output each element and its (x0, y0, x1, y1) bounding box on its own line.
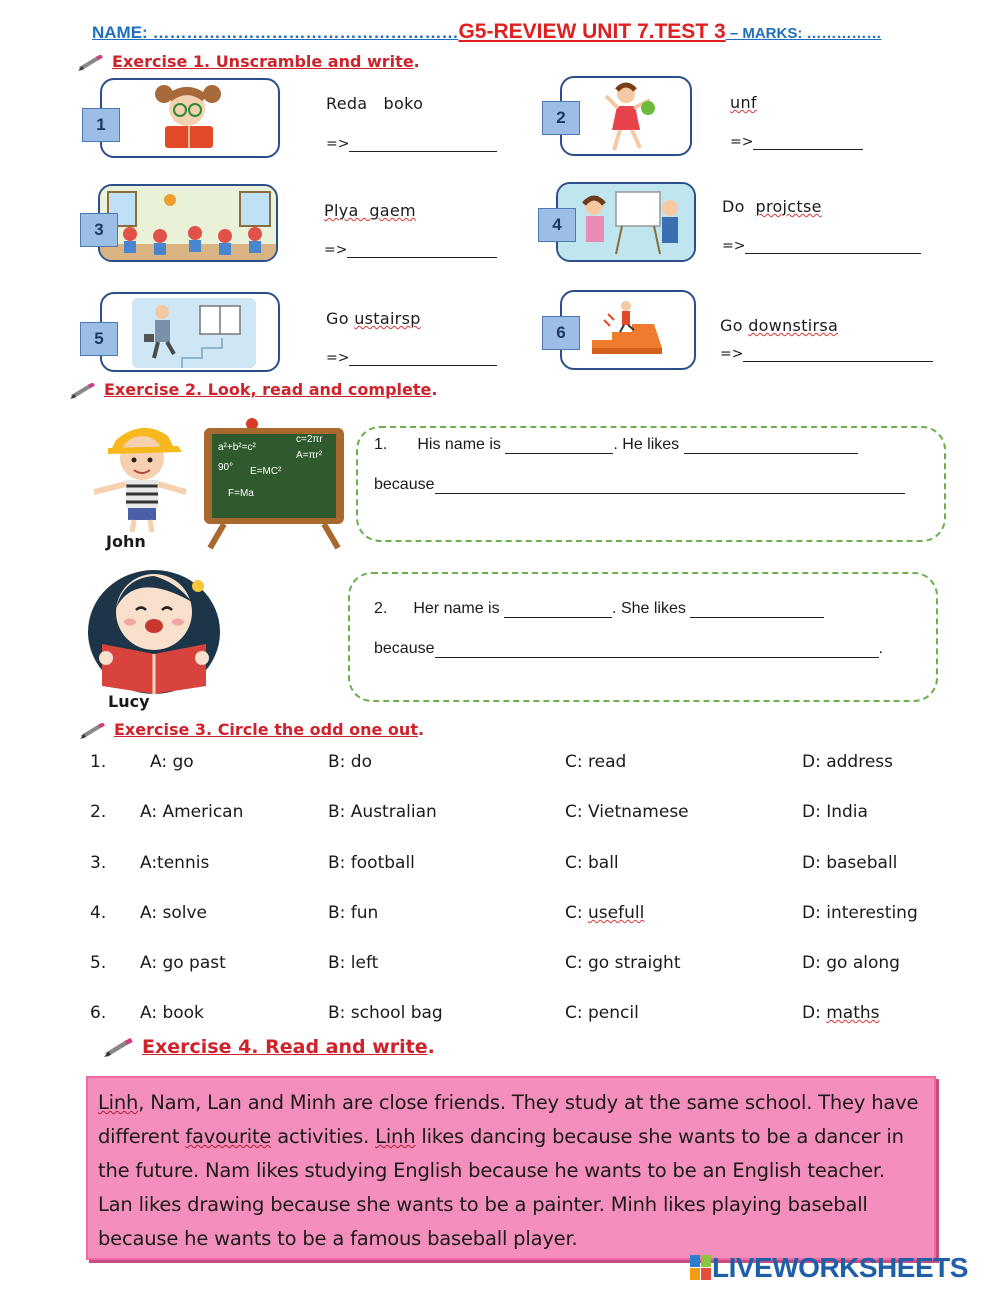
john-illustration (86, 418, 198, 536)
picture-card-4 (556, 182, 696, 262)
answer-line-2[interactable]: => (730, 134, 863, 150)
blank-name-2[interactable] (504, 604, 612, 618)
scrambled-word-3: Plya gaem (324, 201, 416, 220)
blank-name-1[interactable] (505, 440, 613, 454)
question-1-line-2: because (374, 476, 905, 494)
scrambled-word-6: Go downstirsa (720, 316, 839, 335)
option-c[interactable]: C: usefull (565, 903, 645, 923)
person-going-downstairs-illustration (562, 292, 696, 370)
scrambled-word-4: Do projctse (722, 197, 822, 216)
exercise-1-title: Exercise 1. Unscramble and write. (78, 52, 420, 71)
option-a[interactable]: A:tennis (140, 853, 210, 873)
option-d[interactable]: D: interesting (802, 903, 918, 923)
board-formula: A=πr² (296, 450, 323, 461)
answer-line-5[interactable]: => (326, 350, 497, 366)
item-number-6: 6 (542, 316, 580, 350)
liveworksheets-brand: LIVEWORKSHEETS (712, 1252, 968, 1283)
name-label: NAME: ……………………………………………… (92, 23, 459, 42)
option-c[interactable]: C: pencil (565, 1003, 639, 1023)
question-2-line-2: because . (374, 640, 883, 657)
blank-because-2[interactable] (435, 644, 879, 658)
option-b[interactable]: B: left (328, 953, 379, 973)
pencil-icon (104, 1038, 134, 1058)
odd-one-row-6-number: 6. (90, 1003, 107, 1023)
board-formula: 90° (218, 462, 234, 473)
odd-one-row-5-number: 5. (90, 953, 107, 973)
option-a[interactable]: A: go past (140, 953, 226, 973)
blank-likes-1[interactable] (684, 440, 858, 454)
children-playing-game-illustration (100, 186, 278, 262)
liveworksheets-logo (690, 1252, 968, 1284)
item-number-3: 3 (80, 213, 118, 247)
option-a[interactable]: A: American (140, 802, 244, 822)
option-d[interactable]: D: maths (802, 1003, 880, 1023)
girl-jumping-illustration (562, 78, 692, 156)
option-c[interactable]: C: ball (565, 853, 619, 873)
item-number-1: 1 (82, 108, 120, 142)
odd-one-row-4-number: 4. (90, 903, 107, 923)
board-formula: E=MC² (250, 466, 282, 477)
option-b[interactable]: B: do (328, 752, 372, 772)
picture-card-5 (100, 292, 280, 372)
option-c[interactable]: C: read (565, 752, 627, 772)
exercise-3-title: Exercise 3. Circle the odd one out. (80, 720, 424, 739)
option-b[interactable]: B: Australian (328, 802, 437, 822)
worksheet-header (92, 20, 952, 44)
john-label: John (106, 532, 146, 551)
option-d[interactable]: D: India (802, 802, 868, 822)
reading-text: Linh, Nam, Lan and Minh are close friends. They study at the same school. They have different favourite activities. Linh likes dancing because she wants to be a dancer in the future. Nam likes studying English because he wants to be an English teacher. Lan likes drawing because she wants to be a painter. Minh likes playing baseball because he wants to be a famous baseball player. (98, 1091, 919, 1250)
scrambled-word-2: unf (730, 93, 757, 112)
question-1-line-1: 1. His name is . He likes (374, 436, 858, 454)
scrambled-word-1: Reda boko (326, 94, 424, 113)
worksheet-title: G5-REVIEW UNIT 7.TEST 3 (458, 20, 726, 43)
blank-likes-2[interactable] (690, 604, 824, 618)
option-b[interactable]: B: school bag (328, 1003, 443, 1023)
picture-card-6 (560, 290, 696, 370)
option-b[interactable]: B: football (328, 853, 415, 873)
odd-one-row-1-number: 1. (90, 752, 107, 772)
girl-reading-illustration (102, 80, 280, 158)
sentence-box-2 (348, 572, 938, 702)
answer-line-3[interactable]: => (324, 242, 497, 258)
marks-label: – MARKS: …………… (725, 25, 882, 42)
exercise-4-title: Exercise 4. Read and write. (104, 1036, 435, 1058)
option-a[interactable]: A: book (140, 1003, 204, 1023)
answer-line-1[interactable]: => (326, 136, 497, 152)
liveworksheets-logo-icon (690, 1255, 712, 1281)
odd-one-row-2-number: 2. (90, 802, 107, 822)
chalkboard-illustration (200, 418, 348, 552)
pencil-icon (80, 723, 106, 739)
item-number-4: 4 (538, 208, 576, 242)
board-formula: F=Ma (228, 488, 254, 499)
scrambled-word-5: Go ustairsp (326, 309, 421, 328)
reading-passage (86, 1076, 936, 1260)
picture-card-1 (100, 78, 280, 158)
board-formula: c=2πr (296, 434, 323, 445)
answer-line-4[interactable]: => (722, 238, 921, 254)
option-d[interactable]: D: address (802, 752, 894, 772)
option-c[interactable]: C: Vietnamese (565, 802, 689, 822)
item-number-5: 5 (80, 322, 118, 356)
option-a[interactable]: A: go (150, 752, 194, 772)
item-number-2: 2 (542, 101, 580, 135)
answer-line-6[interactable]: => (720, 346, 933, 362)
picture-card-3 (98, 184, 278, 262)
pencil-icon (78, 55, 104, 71)
exercise-2-title: Exercise 2. Look, read and complete. (70, 380, 437, 399)
students-doing-project-illustration (558, 184, 696, 262)
lucy-illustration (80, 562, 228, 694)
odd-one-row-3-number: 3. (90, 853, 107, 873)
man-going-upstairs-illustration (102, 294, 280, 372)
lucy-label: Lucy (108, 692, 150, 711)
question-2-line-1: 2. Her name is . She likes (374, 600, 824, 618)
option-d[interactable]: D: go along (802, 953, 900, 973)
option-d[interactable]: D: baseball (802, 853, 898, 873)
option-a[interactable]: A: solve (140, 903, 207, 923)
blank-because-1[interactable] (435, 480, 905, 494)
option-b[interactable]: B: fun (328, 903, 379, 923)
board-formula: a²+b²=c² (218, 442, 256, 453)
option-c[interactable]: C: go straight (565, 953, 681, 973)
pencil-icon (70, 383, 96, 399)
